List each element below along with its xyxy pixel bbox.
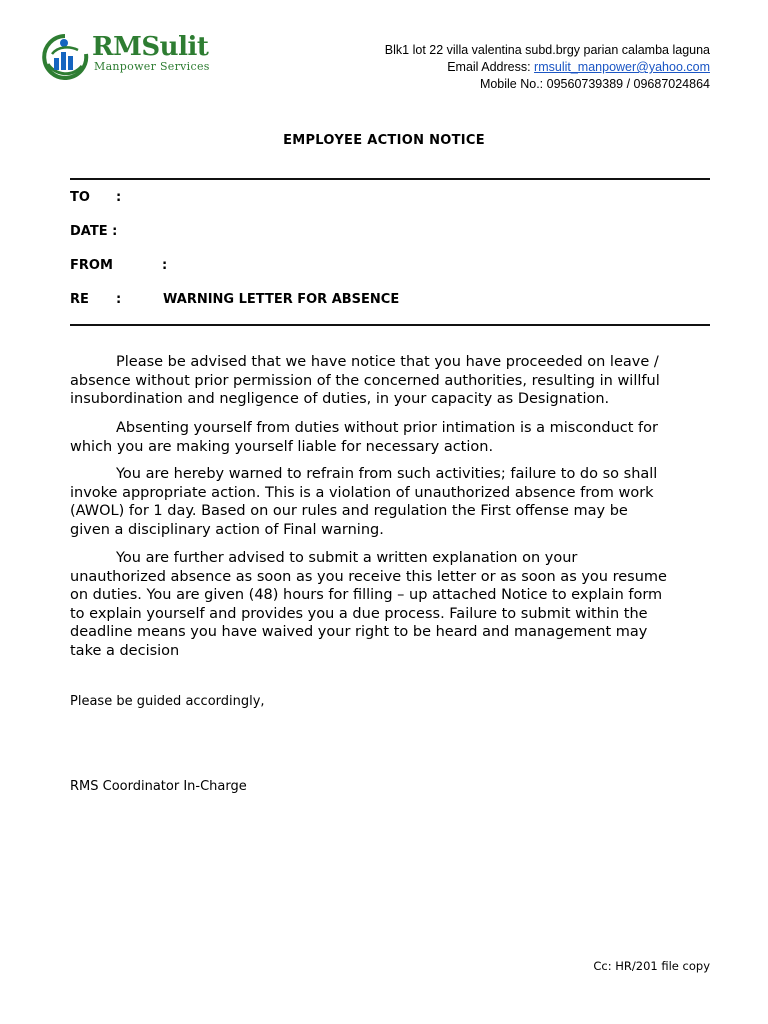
re-colon: : — [116, 292, 122, 307]
p1-line2: absence without prior permission of the concerned authorities, resulting in willful — [70, 372, 660, 389]
email-label: Email Address: — [447, 60, 531, 74]
paragraph-4 — [70, 549, 710, 660]
p3-line2: invoke appropriate action. This is a violation of unauthorized absence from work — [70, 484, 654, 501]
p2-line1: Absenting yourself from duties without prior intimation is a misconduct for — [116, 420, 658, 436]
p3-line1: You are hereby warned to refrain from such activities; failure to do so shall — [116, 466, 658, 482]
p1-line3: insubordination and negligence of duties, in your capacity as Designation. — [70, 391, 610, 407]
mobile-numbers: Mobile No.: 09560739389 / 09687024864 — [479, 77, 710, 91]
re-label: RE — [70, 292, 89, 307]
brand-name: RMSulit — [92, 32, 209, 62]
company-logo — [40, 30, 212, 82]
email-link[interactable]: rmsulit_manpower@yahoo.com — [534, 60, 710, 74]
bottom-divider — [70, 324, 710, 326]
top-divider — [70, 178, 710, 180]
closing-line: Please be guided accordingly, — [70, 694, 265, 709]
paragraph-1 — [70, 353, 710, 409]
p2-line2: which you are making yourself liable for necessary action. — [70, 438, 494, 455]
p3-line3: (AWOL) for 1 day. Based on our rules and regulation the First offense may be — [70, 503, 628, 519]
paragraph-3 — [70, 465, 710, 539]
cc-note: Cc: HR/201 file copy — [593, 959, 710, 973]
email-line — [447, 59, 710, 76]
p4-line2: unauthorized absence as soon as you receive this letter or as soon as you resume — [70, 568, 667, 585]
re-subject: WARNING LETTER FOR ABSENCE — [163, 292, 400, 307]
p1-line1: Please be advised that we have notice that you have proceeded on leave / — [116, 354, 659, 370]
p4-line1: You are further advised to submit a written explanation on your — [116, 550, 578, 566]
paragraph-2 — [70, 419, 710, 456]
document-title: EMPLOYEE ACTION NOTICE — [283, 133, 485, 148]
to-label: TO — [70, 190, 90, 205]
date-label: DATE : — [70, 224, 118, 239]
to-colon: : — [116, 190, 122, 205]
p4-line3: on duties. You are given (48) hours for filling – up attached Notice to explain form — [70, 587, 663, 603]
from-colon: : — [162, 258, 168, 273]
rmsulit-logo-icon — [40, 32, 90, 80]
company-address: Blk1 lot 22 villa valentina subd.brgy parian calamba laguna — [384, 43, 710, 57]
signatory: RMS Coordinator In-Charge — [70, 779, 247, 794]
from-label: FROM — [70, 258, 113, 273]
p4-line6: take a decision — [70, 642, 180, 659]
p4-line4: to explain yourself and provides you a due process. Failure to submit within the — [70, 605, 648, 622]
p4-line5: deadline means you have waived your right to be heard and management may — [70, 624, 648, 640]
brand-tagline: Manpower Services — [94, 60, 210, 73]
p3-line4: given a disciplinary action of Final warning. — [70, 521, 384, 538]
